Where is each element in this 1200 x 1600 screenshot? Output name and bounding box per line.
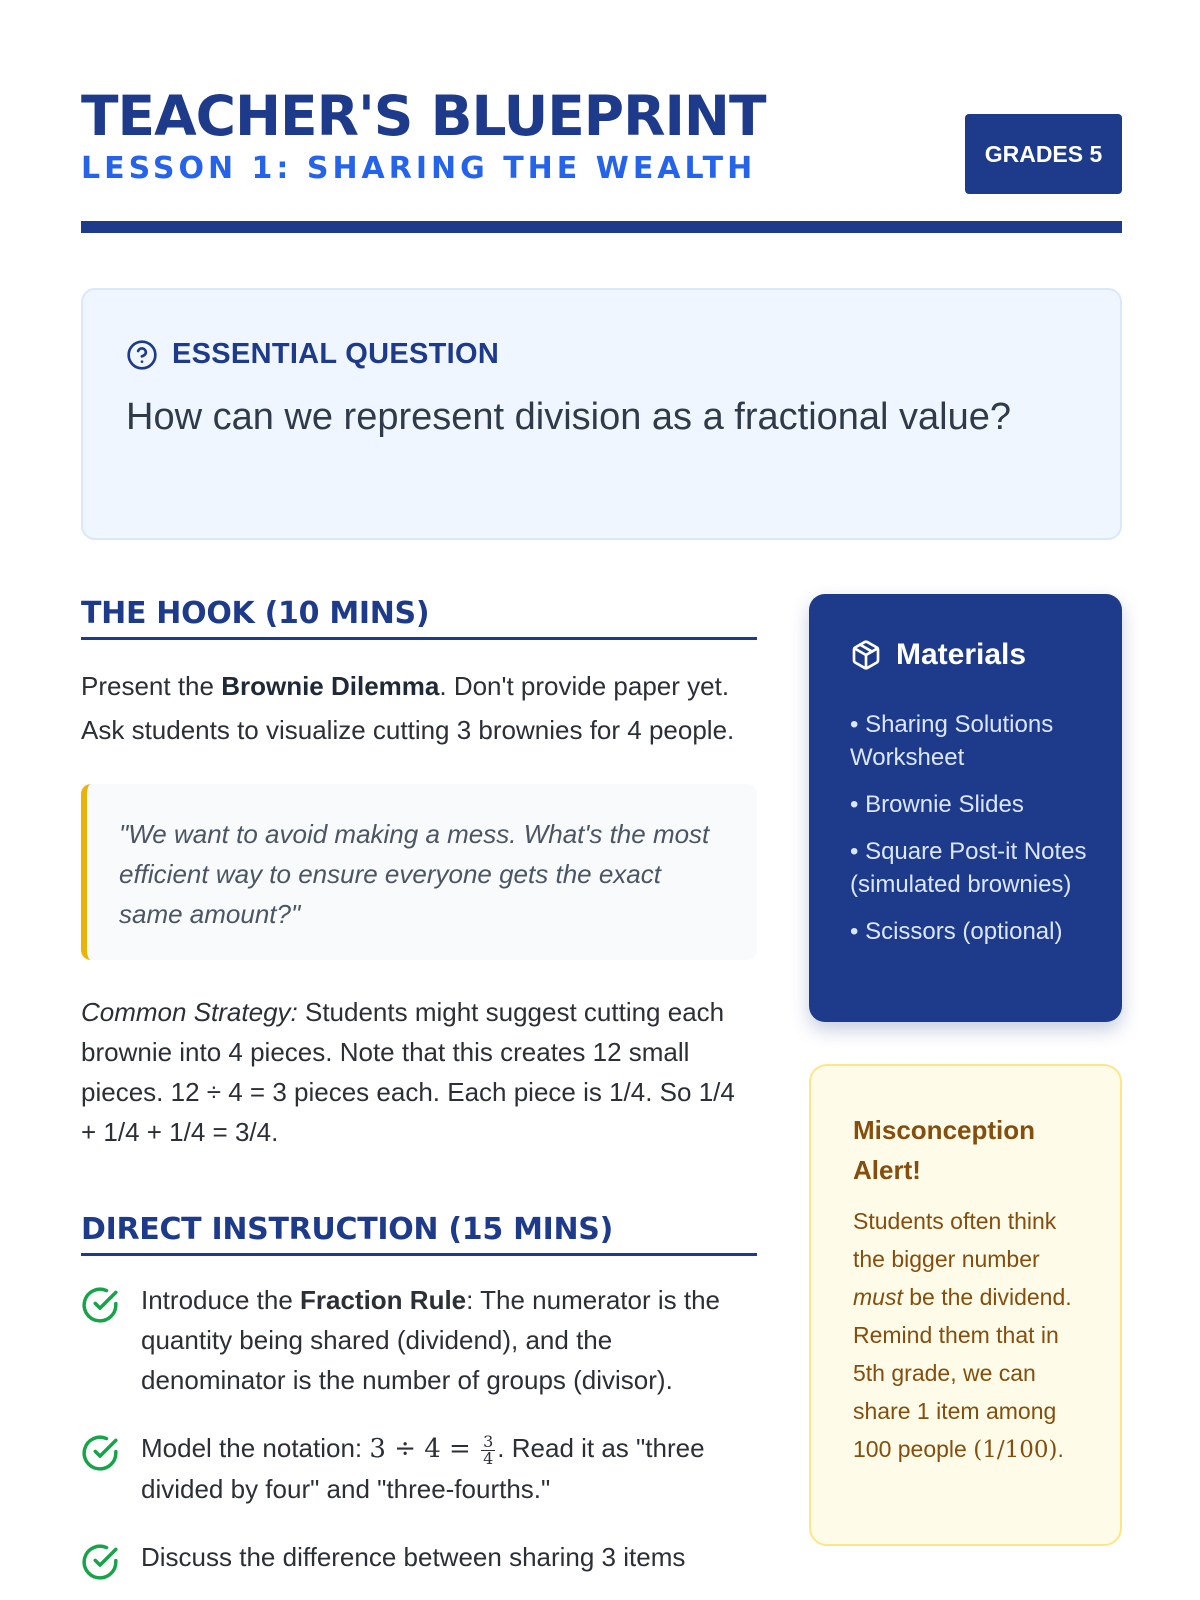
check-circle-icon	[81, 1543, 119, 1581]
page-title: TEACHER'S BLUEPRINT	[81, 84, 766, 148]
essential-question-text: How can we represent division as a fractional value?	[126, 396, 1012, 438]
fraction-denominator: 4	[483, 1448, 494, 1468]
common-strategy-text: Students might suggest cutting each brownie into 4 pieces. Note that this creates 12 small pieces. 12 ÷ 4 = 3 pieces each. Each piece is 1/4. So 1/4 + 1/4 + 1/4 = 3/4.	[81, 997, 735, 1147]
main-column	[81, 596, 757, 1600]
hook-intro-text: Present the	[81, 671, 222, 701]
hook-intro-text-end: . Don't provide paper yet. Ask students to visualize cutting 3 brownies for 4 people.	[81, 671, 735, 745]
materials-card	[809, 594, 1122, 1022]
hook-section-title: THE HOOK (10 MINS)	[81, 596, 757, 640]
essential-question-header	[126, 338, 499, 371]
hook-intro	[81, 664, 757, 752]
alert-text	[853, 1202, 1093, 1469]
fraction	[481, 1431, 495, 1468]
alert-emphasis: must	[853, 1284, 903, 1310]
materials-header	[850, 638, 1026, 672]
essential-question-card	[81, 288, 1122, 540]
materials-list	[850, 708, 1100, 962]
list-item	[81, 1280, 757, 1400]
package-icon	[850, 639, 882, 671]
list-item	[81, 1428, 757, 1509]
check-circle-icon	[81, 1434, 119, 1472]
check-circle-icon	[81, 1286, 119, 1324]
alert-title: Misconception Alert!	[853, 1115, 1036, 1185]
list-item: • Brownie Slides	[850, 791, 1024, 818]
item-text: Model the notation:	[141, 1433, 370, 1463]
item-emphasis: Fraction Rule	[300, 1285, 467, 1315]
instruction-checklist	[81, 1280, 757, 1577]
alert-text-end: .	[1057, 1436, 1064, 1462]
alert-text-middle: be the dividend. Remind them that in 5th grade, we can share 1 item among 100 people	[853, 1284, 1072, 1462]
item-text: Discuss the difference between sharing 3 items	[141, 1542, 686, 1572]
lesson-subtitle: LESSON 1: SHARING THE WEALTH	[81, 151, 757, 186]
teacher-quote: "We want to avoid making a mess. What's the most efficient way to ensure everyone gets the exact same amount?"	[81, 784, 757, 960]
lesson-page	[81, 0, 1122, 1600]
fraction-numerator: 3	[483, 1431, 494, 1451]
math-expression: 3 ÷ 4 =	[369, 1434, 480, 1464]
essential-question-label: ESSENTIAL QUESTION	[172, 338, 500, 370]
help-circle-icon	[126, 339, 158, 371]
header	[81, 84, 1122, 234]
list-item	[81, 1537, 757, 1577]
direct-instruction-section-title: DIRECT INSTRUCTION (15 MINS)	[81, 1212, 757, 1256]
hook-intro-emphasis: Brownie Dilemma	[221, 671, 440, 701]
header-divider	[81, 221, 1122, 233]
item-text-end: . Read it as "three divided by four" and "three-fourths."	[141, 1433, 705, 1504]
materials-title: Materials	[896, 638, 1027, 671]
alert-math: (1/100)	[973, 1437, 1058, 1463]
list-item: • Scissors (optional)	[850, 918, 1063, 945]
common-strategy	[81, 992, 757, 1152]
grade-badge: GRADES 5	[965, 114, 1122, 194]
item-text: Introduce the	[141, 1285, 300, 1315]
alert-text-start: Students often think the bigger number	[853, 1208, 1057, 1272]
list-item: • Sharing Solutions Worksheet	[850, 711, 1054, 771]
list-item: • Square Post-it Notes (simulated brownies)	[850, 838, 1087, 898]
misconception-alert-card	[809, 1064, 1122, 1546]
common-strategy-label: Common Strategy:	[81, 997, 298, 1027]
item-text-end: : The numerator is the quantity being shared (dividend), and the denominator is the number of groups (divisor).	[141, 1285, 721, 1395]
